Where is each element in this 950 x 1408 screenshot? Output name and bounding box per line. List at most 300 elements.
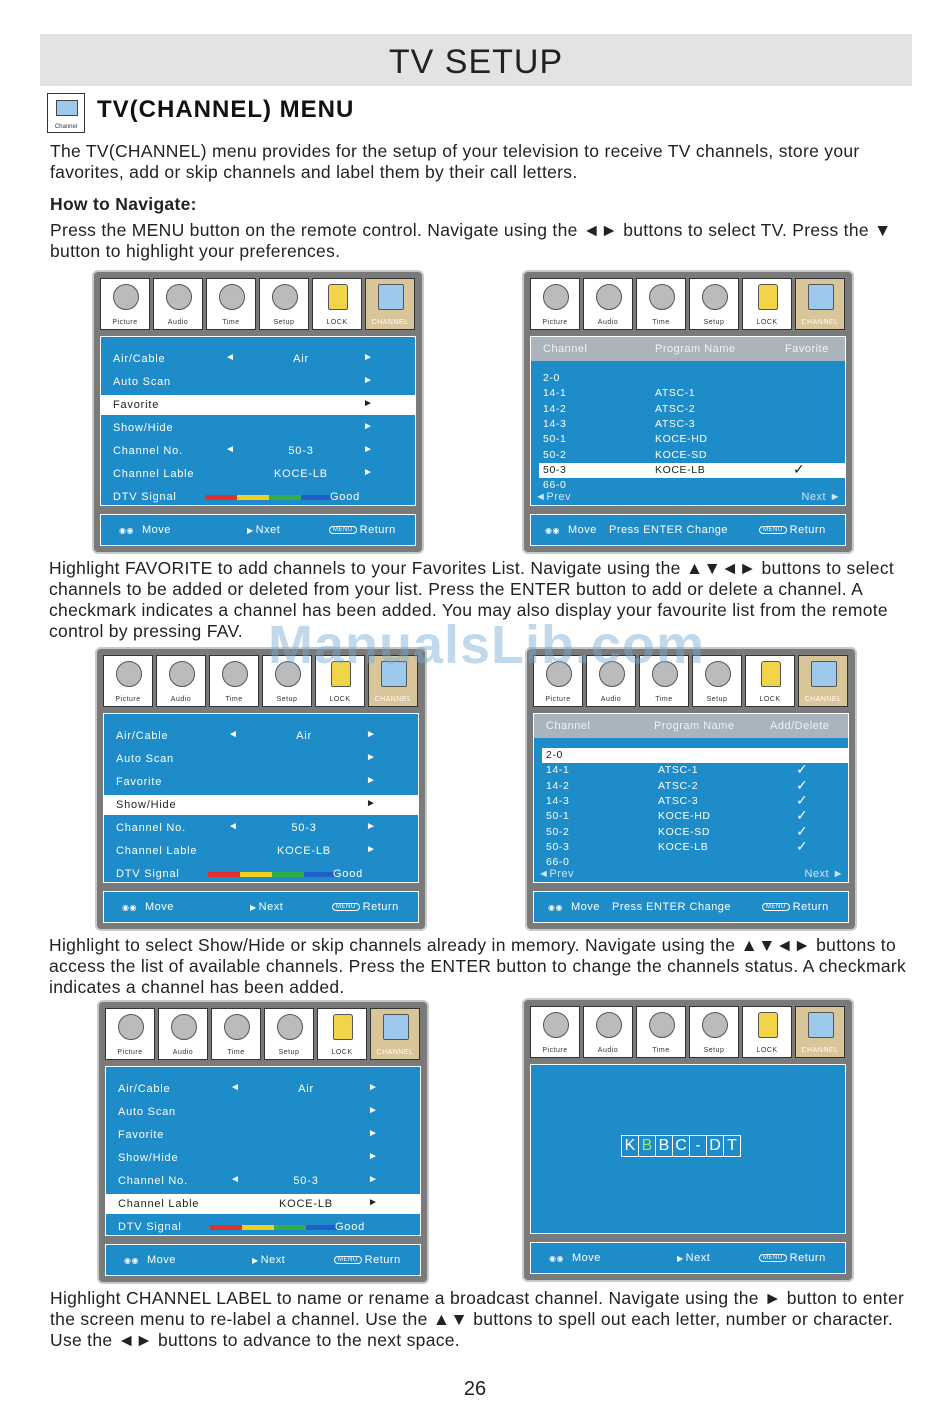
tab-picture[interactable] [530, 278, 580, 330]
label-char[interactable]: T [727, 1137, 737, 1154]
label-char[interactable]: B [639, 1136, 656, 1156]
menu-button-icon: MENU [334, 1256, 362, 1264]
return-hint [332, 901, 399, 913]
tab-setup[interactable] [259, 278, 309, 330]
tab-lock[interactable] [317, 1008, 367, 1060]
tab-label: Setup [703, 1047, 725, 1054]
right-arrow-icon: ► [366, 821, 377, 832]
wrench-icon [277, 1014, 303, 1040]
tab-setup[interactable] [689, 1006, 739, 1058]
lock-icon [333, 1014, 353, 1040]
signal-segment [205, 495, 237, 500]
favorite-text: Highlight FAVORITE to add channels to your Favorites List. Navigate using the ▲▼◄► buttons to select channels to be added or deleted from your list. Press the ENTER button to add or delete a channel. A checkmark indicates a channel has been added. You may also display your favourite list from the remote control by pressing FAV. [49, 558, 895, 641]
menu-item-value: KOCE-LB [277, 845, 331, 857]
channel-number: 66-0 [546, 856, 570, 869]
updown-icon: ◉◉ [119, 526, 134, 535]
tab-picture[interactable] [103, 655, 153, 707]
right-arrow-icon: ► [363, 421, 374, 432]
checkmark-icon: ✓ [796, 837, 809, 854]
menu-item[interactable] [104, 864, 418, 884]
menu-item-label: Channel Lable [113, 468, 195, 480]
menu-footer [530, 514, 846, 546]
signal-segment [237, 495, 269, 500]
favorite-list-screen [524, 272, 852, 552]
channel-number: 50-2 [546, 825, 570, 838]
menu-item-label: Favorite [118, 1129, 165, 1141]
list-header-cell: Favorite [785, 343, 829, 355]
move-hint [124, 1254, 176, 1266]
tab-label: Picture [542, 319, 568, 326]
signal-segment [242, 1225, 274, 1230]
next-label: Next [258, 901, 284, 913]
right-arrow-icon: ► [368, 1151, 379, 1162]
wrench-icon [702, 284, 728, 310]
signal-bar [210, 1225, 338, 1230]
menu-item[interactable] [104, 795, 418, 815]
channel-number: 2-0 [546, 749, 563, 761]
next-hint [677, 1252, 710, 1264]
program-name: ATSC-1 [658, 764, 699, 777]
tab-label: Time [652, 319, 670, 326]
tab-label: CHANNEL [371, 319, 409, 326]
right-arrow-icon: ► [363, 444, 374, 455]
menu-button-icon: MENU [329, 526, 357, 534]
wrench-icon [272, 284, 298, 310]
tab-label: LOCK [331, 1049, 353, 1056]
right-arrow-icon: ► [366, 752, 377, 763]
next-hint [247, 524, 280, 536]
return-label: Return [364, 1254, 401, 1266]
signal-segment [208, 872, 240, 877]
channel-row[interactable] [539, 478, 845, 493]
tab-lock[interactable] [742, 1006, 792, 1058]
menu-item[interactable] [101, 349, 415, 369]
right-arrow-icon: ► [363, 467, 374, 478]
program-name: ATSC-3 [655, 417, 696, 430]
label-char[interactable]: - [690, 1136, 707, 1156]
channel-row[interactable] [539, 371, 845, 386]
menu-item-value: 50-3 [291, 822, 317, 834]
menu-tab-bar [530, 1006, 846, 1060]
channel-list-panel [530, 336, 846, 506]
menu-item[interactable] [106, 1148, 420, 1168]
menu-item[interactable] [106, 1102, 420, 1122]
next-label: Next [685, 1252, 711, 1264]
menu-item[interactable] [106, 1217, 420, 1237]
tab-label: Audio [597, 319, 619, 326]
label-char[interactable]: B [656, 1136, 673, 1156]
prev-page-button[interactable]: ◄Prev [538, 868, 575, 880]
tab-label: LOCK [329, 696, 351, 703]
play-icon: ▶ [677, 1254, 684, 1263]
move-hint [549, 1252, 601, 1264]
menu-item-label: Air/Cable [116, 730, 169, 742]
tab-picture[interactable] [100, 278, 150, 330]
menu-item-value: 50-3 [293, 1175, 319, 1187]
return-label: Return [792, 901, 829, 913]
menu-item-label: Channel No. [116, 822, 186, 834]
menu-item-label: Auto Scan [113, 376, 171, 388]
channel-number: 14-3 [543, 417, 567, 430]
menu-item-label: Favorite [116, 776, 163, 788]
label-char[interactable]: D [707, 1136, 724, 1156]
monitor-icon [383, 1014, 409, 1040]
right-arrow-icon: ► [368, 1174, 379, 1185]
speaker-icon [596, 1012, 622, 1038]
menu-item[interactable] [101, 487, 415, 507]
menu-item-label: Favorite [113, 399, 160, 411]
next-page-button[interactable]: Next ► [804, 868, 844, 880]
move-label: Move [144, 901, 174, 913]
move-label: Move [146, 1254, 176, 1266]
menu-item[interactable] [101, 418, 415, 438]
channel-number: 14-1 [543, 387, 567, 400]
page-title: TV SETUP [388, 43, 564, 81]
channel-row[interactable] [542, 855, 848, 870]
move-label: Move [141, 524, 171, 536]
list-header-cell: Channel [546, 720, 591, 732]
menu-item-label: Show/Hide [118, 1152, 179, 1164]
next-hint [252, 1254, 285, 1266]
menu-item[interactable] [106, 1171, 420, 1191]
tab-label: Picture [115, 696, 141, 703]
camera-icon [113, 284, 139, 310]
channel-row[interactable] [539, 402, 845, 417]
tab-time[interactable] [206, 278, 256, 330]
right-arrow-icon: ► [368, 1105, 379, 1116]
program-name: ATSC-1 [655, 387, 696, 400]
signal-value: Good [329, 491, 361, 503]
menu-item-label: Channel Lable [118, 1198, 200, 1210]
right-arrow-icon: ► [368, 1128, 379, 1139]
tab-label: CHANNEL [801, 319, 839, 326]
channel-row[interactable] [539, 386, 845, 401]
signal-segment [240, 872, 272, 877]
camera-icon [543, 284, 569, 310]
tab-label: CHANNEL [801, 1047, 839, 1054]
camera-icon [543, 1012, 569, 1038]
tab-setup[interactable] [689, 278, 739, 330]
change-hint: Press ENTER Change [612, 901, 732, 913]
nav-text: Press the MENU button on the remote control. Navigate using the ◄► buttons to select TV. Press the ▼ button to highlight your preferences. [50, 220, 892, 261]
menu-panel [103, 713, 419, 883]
label-char[interactable]: C [673, 1136, 690, 1156]
return-hint [762, 901, 829, 913]
menu-item[interactable] [101, 464, 415, 484]
checkmark-icon: ✓ [796, 822, 809, 839]
menu-item-value: Air [298, 1083, 314, 1095]
return-label: Return [362, 901, 399, 913]
menu-item-label: Air/Cable [118, 1083, 171, 1095]
list-pager [534, 869, 848, 882]
list-header [534, 714, 848, 738]
right-arrow-icon: ► [368, 1082, 379, 1093]
menu-item-label: DTV Signal [113, 491, 177, 503]
right-arrow-icon: ► [368, 1197, 379, 1208]
checkmark-icon: ✓ [796, 807, 809, 824]
menu-item-value: KOCE-LB [279, 1198, 333, 1210]
lock-icon [761, 661, 781, 687]
tab-audio[interactable] [156, 655, 206, 707]
list-header-cell: Add/Delete [770, 720, 830, 732]
move-label: Move [567, 524, 597, 536]
tab-lock[interactable] [742, 278, 792, 330]
lock-icon [328, 284, 348, 310]
tab-label: Picture [112, 319, 138, 326]
tab-label: Time [652, 1047, 670, 1054]
menu-item-label: Channel Lable [116, 845, 198, 857]
next-hint [250, 901, 283, 913]
page-header [40, 34, 912, 86]
menu-item[interactable] [104, 818, 418, 838]
clock-icon [219, 284, 245, 310]
tab-channel[interactable] [795, 1006, 845, 1058]
move-hint [119, 524, 171, 536]
tab-label: LOCK [756, 319, 778, 326]
tab-channel[interactable] [370, 1008, 420, 1060]
clock-icon [649, 284, 675, 310]
prev-page-button[interactable]: ◄Prev [535, 491, 572, 503]
program-name: KOCE-HD [655, 433, 708, 446]
right-arrow-icon: ► [363, 398, 374, 409]
next-page-button[interactable]: Next ► [801, 491, 841, 503]
speaker-icon [166, 284, 192, 310]
menu-tab-bar [530, 278, 846, 332]
list-pager [531, 492, 845, 505]
tab-time[interactable] [636, 278, 686, 330]
tab-label: Audio [170, 696, 192, 703]
left-arrow-icon: ◄ [225, 444, 236, 455]
tab-label: Setup [276, 696, 298, 703]
menu-item-label: Air/Cable [113, 353, 166, 365]
move-hint [548, 901, 600, 913]
tab-channel[interactable] [795, 278, 845, 330]
wrench-icon [705, 661, 731, 687]
signal-segment [210, 1225, 242, 1230]
move-hint [122, 901, 174, 913]
tab-label: Picture [545, 696, 571, 703]
next-label: Next [260, 1254, 286, 1266]
tab-audio[interactable] [153, 278, 203, 330]
channel-row[interactable] [542, 837, 848, 855]
menu-footer [105, 1244, 421, 1276]
clock-icon [649, 1012, 675, 1038]
menu-button-icon: MENU [759, 526, 787, 534]
checkmark-icon: ✓ [793, 460, 806, 477]
menu-item-label: Show/Hide [116, 799, 177, 811]
next-label: Nxet [255, 524, 281, 536]
menu-footer [100, 514, 416, 546]
menu-item[interactable] [106, 1125, 420, 1145]
tab-label: Time [227, 1049, 245, 1056]
tab-label: LOCK [756, 1047, 778, 1054]
channel-icon-label: Channel [54, 124, 78, 130]
play-icon: ▶ [250, 903, 257, 912]
channel-number: 14-1 [546, 764, 570, 777]
tab-audio[interactable] [158, 1008, 208, 1060]
move-label: Move [571, 1252, 601, 1264]
tab-time[interactable] [211, 1008, 261, 1060]
tab-label: CHANNEL [374, 696, 412, 703]
tab-lock[interactable] [312, 278, 362, 330]
program-name: KOCE-SD [655, 448, 708, 461]
channel-row[interactable] [539, 432, 845, 447]
tab-label: Setup [278, 1049, 300, 1056]
menu-item-label: Channel No. [118, 1175, 188, 1187]
watermark: ManualsLib.com [268, 615, 706, 675]
play-icon: ▶ [252, 1256, 259, 1265]
menu-item-label: Channel No. [113, 445, 183, 457]
label-text: Highlight CHANNEL LABEL to name or rename a broadcast channel. Navigate using the ► button to enter the screen menu to re-label a channel. Use the ▲▼ buttons to spell out each letter, number or character. Use the ◄► buttons to advance to the next space. [50, 1288, 905, 1350]
tab-time[interactable] [209, 655, 259, 707]
signal-bar [205, 495, 333, 500]
menu-footer [530, 1242, 846, 1274]
list-header-cell: Program Name [654, 720, 735, 732]
clock-icon [224, 1014, 250, 1040]
showhide-list-screen [527, 649, 855, 929]
channel-number: 66-0 [543, 479, 567, 492]
tab-label: Time [222, 319, 240, 326]
menu-item[interactable] [101, 441, 415, 461]
right-arrow-icon: ► [363, 375, 374, 386]
menu-item-label: DTV Signal [116, 868, 180, 880]
move-label: Move [570, 901, 600, 913]
tab-label: Time [225, 696, 243, 703]
left-arrow-icon: ◄ [225, 352, 236, 363]
updown-icon: ◉◉ [545, 526, 560, 535]
right-arrow-icon: ► [366, 775, 377, 786]
menu-footer [533, 891, 849, 923]
checkmark-icon: ✓ [796, 761, 809, 778]
right-arrow-icon: ► [363, 352, 374, 363]
channel-number: 50-1 [546, 810, 570, 823]
lock-icon [758, 284, 778, 310]
return-hint [759, 1252, 826, 1264]
menu-screen-showhide [97, 649, 425, 929]
menu-item-value: Air [293, 353, 309, 365]
tab-channel[interactable] [798, 655, 848, 707]
monitor-icon [811, 661, 837, 687]
tab-label: Setup [703, 319, 725, 326]
return-hint [334, 1254, 401, 1266]
menu-panel [105, 1066, 421, 1236]
monitor-icon [808, 284, 834, 310]
tab-label: Audio [600, 696, 622, 703]
showhide-text: Highlight to select Show/Hide or skip channels already in memory. Navigate using the ▲▼◄► buttons to access the list of available channels. Press the ENTER button to change the channels status. A checkmark indicates a channel has been added. [49, 935, 907, 997]
channel-number: 14-2 [546, 779, 570, 792]
speaker-icon [169, 661, 195, 687]
left-arrow-icon: ◄ [230, 1082, 241, 1093]
channel-number: 2-0 [543, 372, 560, 384]
list-header [531, 337, 845, 361]
menu-item[interactable] [104, 772, 418, 792]
page-number: 26 [463, 1378, 487, 1400]
menu-item-label: Show/Hide [113, 422, 174, 434]
play-icon: ▶ [247, 526, 254, 535]
right-arrow-icon: ► [366, 844, 377, 855]
menu-item[interactable] [104, 749, 418, 769]
label-edit-screen [524, 1000, 852, 1280]
tab-label: Setup [273, 319, 295, 326]
menu-item[interactable] [104, 726, 418, 746]
menu-item-label: Auto Scan [116, 753, 174, 765]
program-name: ATSC-3 [658, 794, 699, 807]
list-header-cell: Program Name [655, 343, 736, 355]
menu-item-value: 50-3 [288, 445, 314, 457]
program-name: ATSC-2 [658, 779, 699, 792]
menu-tab-bar [105, 1008, 421, 1062]
menu-footer [103, 891, 419, 923]
checkmark-icon: ✓ [796, 776, 809, 793]
monitor-icon [808, 1012, 834, 1038]
channel-number: 14-2 [543, 402, 567, 415]
menu-tab-bar [100, 278, 416, 332]
monitor-icon [56, 100, 78, 116]
left-arrow-icon: ◄ [228, 729, 239, 740]
intro-text: The TV(CHANNEL) menu provides for the setup of your television to receive TV channels, store your favorites, add or skip channels and label them by their call letters. [50, 141, 860, 182]
channel-list-panel [533, 713, 849, 883]
updown-icon: ◉◉ [549, 1254, 564, 1263]
menu-button-icon: MENU [762, 903, 790, 911]
menu-button-icon: MENU [759, 1254, 787, 1262]
tab-audio[interactable] [583, 1006, 633, 1058]
channel-number: 50-2 [543, 448, 567, 461]
tab-label: Audio [172, 1049, 194, 1056]
tab-label: CHANNEL [376, 1049, 414, 1056]
tab-picture[interactable] [105, 1008, 155, 1060]
section-title: TV(CHANNEL) MENU [97, 96, 355, 123]
tab-label: Audio [167, 319, 189, 326]
tab-audio[interactable] [583, 278, 633, 330]
signal-bar [208, 872, 336, 877]
list-header-cell: Channel [543, 343, 588, 355]
menu-item[interactable] [101, 372, 415, 392]
move-hint [545, 524, 597, 536]
label-char[interactable]: K [622, 1136, 639, 1156]
menu-screen-favorite [94, 272, 422, 552]
lock-icon [758, 1012, 778, 1038]
channel-row[interactable] [539, 417, 845, 432]
menu-item[interactable] [106, 1194, 420, 1214]
tab-channel[interactable] [365, 278, 415, 330]
signal-segment [272, 872, 304, 877]
menu-panel [100, 336, 416, 506]
tab-picture[interactable] [530, 1006, 580, 1058]
camera-icon [116, 661, 142, 687]
tab-time[interactable] [636, 1006, 686, 1058]
menu-item-value: KOCE-LB [274, 468, 328, 480]
tab-lock[interactable] [745, 655, 795, 707]
program-name: KOCE-HD [658, 810, 711, 823]
clock-icon [222, 661, 248, 687]
speaker-icon [596, 284, 622, 310]
menu-item[interactable] [101, 395, 415, 415]
channel-number: 50-3 [543, 463, 567, 476]
menu-item[interactable] [104, 841, 418, 861]
program-name: ATSC-2 [655, 402, 696, 415]
checkmark-icon: ✓ [796, 791, 809, 808]
tab-label: Time [655, 696, 673, 703]
menu-button-icon: MENU [332, 903, 360, 911]
label-input[interactable] [621, 1135, 741, 1157]
tab-label: CHANNEL [804, 696, 842, 703]
tab-setup[interactable] [264, 1008, 314, 1060]
program-name: KOCE-LB [655, 463, 706, 476]
menu-screen-label [99, 1002, 427, 1282]
menu-item[interactable] [106, 1079, 420, 1099]
updown-icon: ◉◉ [124, 1256, 139, 1265]
channel-row[interactable] [539, 460, 845, 478]
